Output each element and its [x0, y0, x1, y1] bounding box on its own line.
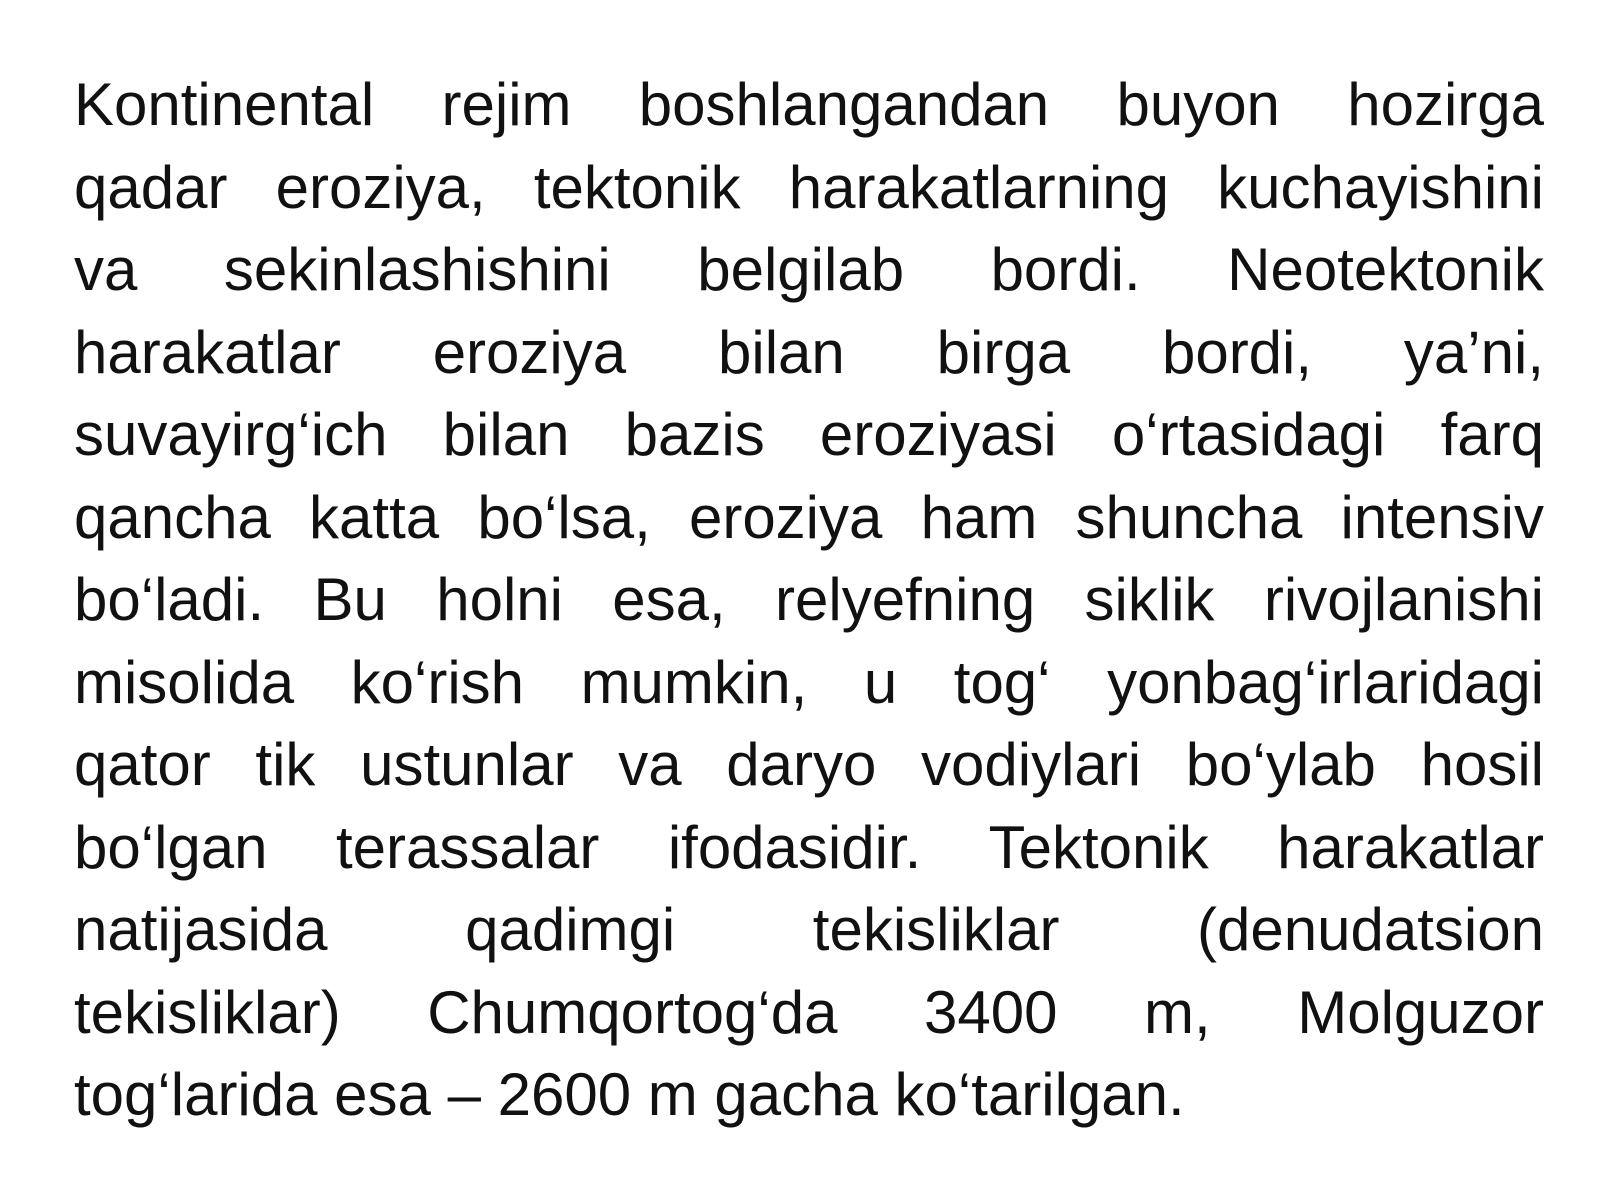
paragraph-line-5: suvayirg‘ich bilan bazis eroziyasi o‘rtasidagi farq	[74, 401, 1544, 468]
paragraph-line-1: Kontinental rejim boshlangandan buyon hozirga	[74, 71, 1544, 138]
paragraph-line-7: bo‘ladi. Bu holni esa, relyefning siklik rivojlanishi	[74, 566, 1544, 633]
paragraph-line-8: misolida ko‘rish mumkin, u tog‘ yonbag‘irlaridagi	[74, 648, 1544, 716]
paragraph-line-13: tog‘larida esa – 2600 m gacha ko‘tarilgan.	[74, 1061, 1185, 1128]
paragraph-line-11: natijasida qadimgi tekisliklar (denudatsion	[74, 896, 1544, 963]
paragraph-line-4: harakatlar eroziya bilan birga bordi, ya’ni,	[74, 318, 1544, 386]
paragraph-line-9: qator tik ustunlar va daryo vodiylari bo‘ylab hosil	[74, 731, 1544, 798]
paragraph-line-12: tekisliklar) Chumqortog‘da 3400 m, Molguzor	[74, 978, 1544, 1046]
paragraph-line-3: va sekinlashishini belgilab bordi. Neotektonik	[74, 236, 1544, 303]
paragraph-line-10: bo‘lgan terassalar ifodasidir. Tektonik harakatlar	[74, 813, 1544, 881]
body-paragraph	[74, 64, 1544, 1137]
paragraph-line-6: qancha katta bo‘lsa, eroziya ham shuncha intensiv	[74, 483, 1544, 551]
paragraph-line-2: qadar eroziya, tektonik harakatlarning kuchayishini	[74, 153, 1544, 221]
